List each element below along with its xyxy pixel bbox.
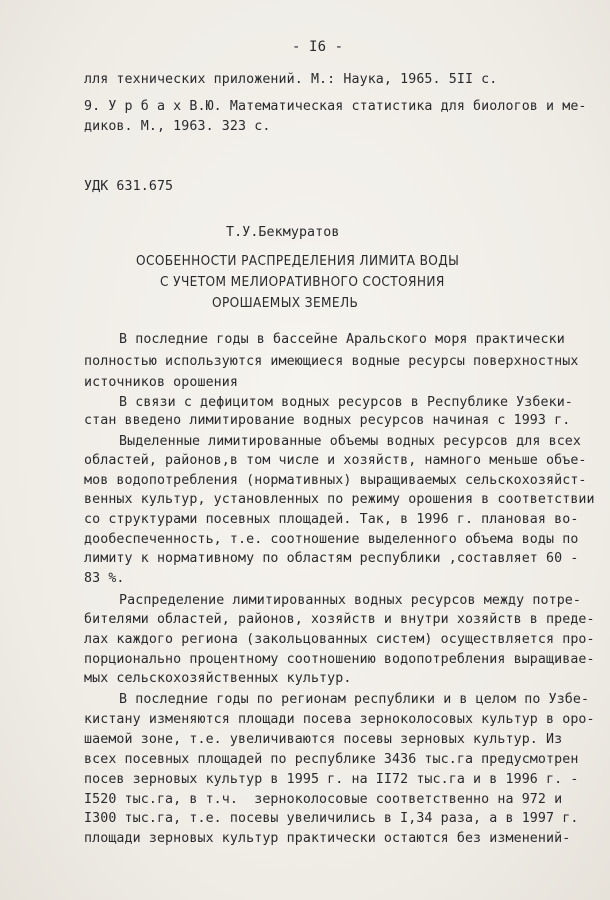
body-line: порционально процентному соотношению водопотребления выращивае- [84,652,595,667]
body-line: В последние годы в бассейне Аральского моря практически [119,332,565,347]
body-line: Распределение лимитированных водных ресурсов между потре- [119,593,582,608]
body-line: 83 %. [84,571,125,586]
body-line: I520 тыс.га, в т.ч. зерноколосовые соответственно на 972 и [84,792,563,807]
body-line: дообеспеченность, т.е. соотношение выделенного объема воды по [84,532,579,547]
body-line: шаемой зоне, т.е. увеличиваются посевы зерновых культур. Из [84,732,563,747]
article-title-line: ОСОБЕННОСТИ РАСПРЕДЕЛЕНИЯ ЛИМИТА ВОДЫ [136,253,460,269]
body-line: площади зерновых культур практически остаются без изменений- [84,831,571,846]
body-line: областей, районов,в том числе и хозяйств, намного меньше объе- [84,453,587,468]
body-line: стан введено лимитирование водных ресурсов начиная с 1993 г. [84,413,571,428]
body-line: источников орошения [84,375,239,390]
body-line: Выделенные лимитированные объемы водных ресурсов для всех [119,434,582,449]
body-line: В связи с дефицитом водных ресурсов в Республике Узбеки- [119,395,573,410]
body-line: мых сельскохозяйственных культур. [84,671,352,686]
udk-code: УДК 631.675 [84,179,174,194]
article-title-line: С УЧЕТОМ МЕЛИОРАТИВНОГО СОСТОЯНИЯ [160,274,445,290]
body-line: кистану изменяются площади посева зерноколосовых культур в оро- [84,712,595,727]
body-line: В последние годы по регионам республики и в целом по Узбе- [119,692,590,707]
body-line: венных культур, установленных по режиму орошения в соответствии [84,492,595,507]
body-line: лимиту к нормативному по областям республики ,составляет 60 - [84,551,579,566]
reference-line: лля технических приложений. М.: Наука, 1965. 5II с. [84,72,498,87]
author-name: Т.У.Бекмуратов [226,225,340,240]
reference-line: 9. У р б а х В.Ю. Математическая статистика для биологов и ме- [84,99,587,114]
body-line: лах каждого региона (закольцованных систем) осуществляется про- [84,632,595,647]
body-line: посев зерновых культур в 1995 г. на II72 тыс.га и в 1996 г. - [84,772,579,787]
reference-line: диков. М., 1963. 323 с. [84,119,271,134]
body-line: полностью используются имеющиеся водные ресурсы поверхностных [84,354,579,369]
page-number: - I6 - [292,39,344,55]
body-line: бителями областей, районов, хозяйств и внутри хозяйств в преде- [84,612,595,627]
article-title-line: ОРОШАЕМЫХ ЗЕМЕЛЬ [212,295,359,311]
body-line: со структурами посевных площадей. Так, в 1996 г. плановая во- [84,512,579,527]
body-line: мов водопотребления (нормативных) выращиваемых сельскохозяйст- [84,473,587,488]
body-line: I300 тыс.га, т.е. посевы увеличились в I,34 раза, а в 1997 г. [84,811,579,826]
body-line: всех посевных площадей по республике 3436 тыс.га предусмотрен [84,752,579,767]
